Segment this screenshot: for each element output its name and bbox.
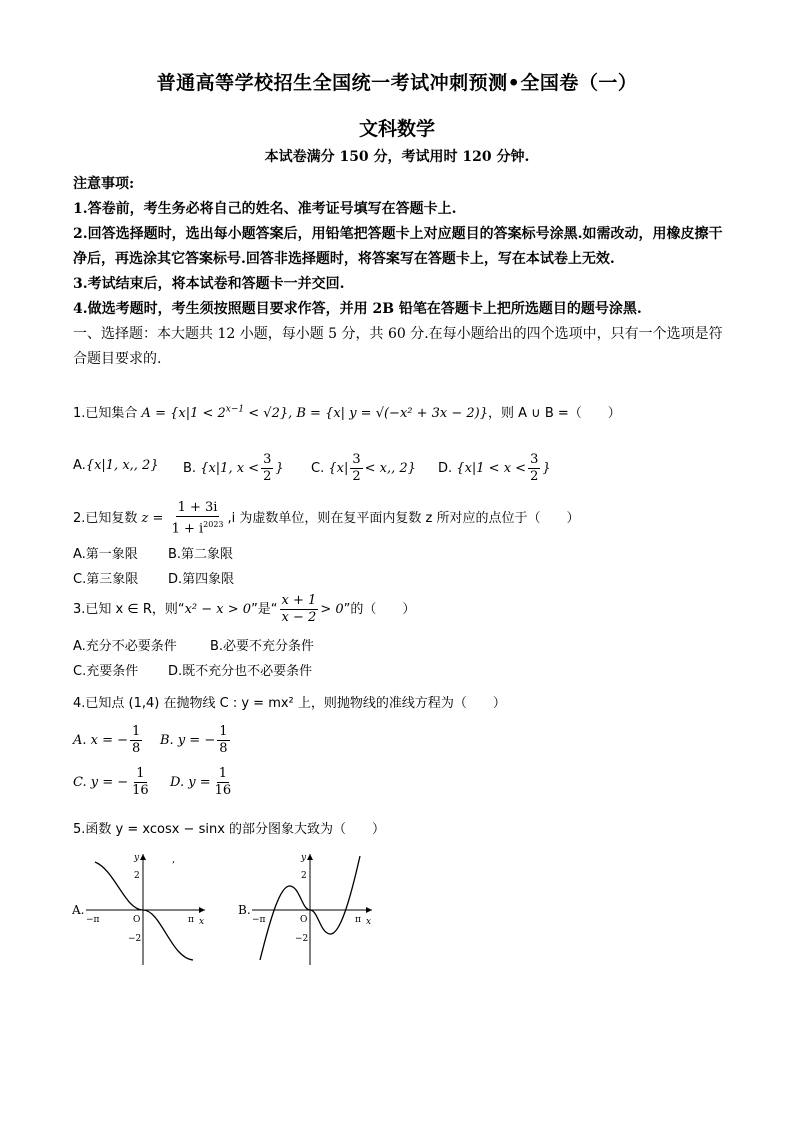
q1-set-a-end: < √2} [244,406,289,421]
q3-condition-1: x² − x > 0 [184,602,252,617]
y-axis-arrow [140,854,146,860]
tick-label: 2 [301,871,307,881]
fraction-numerator: 1 + 3i [177,500,218,515]
q3-option-d[interactable]: D.既不充分也不必要条件 [168,664,313,679]
fraction-denominator: 8 [219,741,228,756]
fraction-denominator: 16 [214,783,232,798]
option-letter: B. [183,461,197,476]
question-2 [73,500,579,537]
option-text: D. y = [170,775,211,790]
option-text: < x,, 2} [364,461,416,476]
y-axis-label: y [301,853,307,863]
notes-heading: 注意事项: [73,176,135,192]
question-3 [73,593,415,626]
q3-suffix: ”的（ ） [343,602,416,617]
option-text: {x|1, x,, 2} [85,458,159,473]
question-1 [73,402,621,421]
x-axis-arrow [199,907,205,913]
exam-info: 本试卷满分 150 分，考试用时 120 分钟. [264,149,530,165]
x-axis-label: x [199,917,205,927]
q3-option-a[interactable]: A.充分不必要条件 [73,639,177,654]
exponent: 2023 [203,520,224,529]
question-4: 4.已知点 (1,4) 在抛物线 C : y = mx² 上，则抛物线的准线方程为（ ） [73,696,506,711]
q4-option-c[interactable] [73,766,153,799]
q4-option-b[interactable] [160,724,232,757]
tick-label: π [188,915,194,925]
x-axis-label: x [366,917,372,927]
q3-connector: ”是“ [251,602,278,617]
fraction-numerator: 3 [263,452,272,467]
option-text: B. y = − [160,733,216,748]
option-letter: D. [438,461,453,476]
subject-title: 文科数学 [358,118,435,140]
q1-option-c[interactable] [311,452,416,485]
tick-label: −π [252,915,266,925]
option-text: {x|1 < x < [456,461,527,476]
fraction-denominator: 2 [530,469,539,484]
fraction-denominator: 1 + i [171,521,204,537]
q1-exponent: x−1 [225,404,245,415]
tick-label: −π [86,915,100,925]
q3-option-b[interactable]: B.必要不充分条件 [210,639,315,654]
fraction-numerator: 1 [219,724,228,739]
fraction-denominator: 2 [352,469,361,484]
q1-prefix: 1.已知集合 [73,406,138,421]
tick-label: 2 [134,871,140,881]
q1-suffix: ，则 A ∪ B =（ ） [488,406,621,421]
q1-set-b: , B = {x| y = √(−x² + 3x − 2)} [288,406,489,421]
q2-suffix: ,i 为虚数单位，则在复平面内复数 z 所对应的点位于（ ） [227,511,580,527]
fraction-numerator: 1 [218,766,227,781]
q3-prefix: 3.已知 x ∈ R，则“ [73,602,185,617]
option-text: } [542,461,551,476]
q1-option-b[interactable] [183,452,284,485]
graph-label: A. [72,903,85,917]
function-curve [95,862,193,960]
fraction-numerator: 1 [136,766,145,781]
q2-option-a[interactable]: A.第一象限 [73,547,138,562]
note-item: 3.考试结束后，将本试卷和答题卡一并交回. [73,276,345,292]
y-axis-label: y [134,853,140,863]
section-heading: 一、选择题：本大题共 12 小题，每小题 5 分，共 60 分.在每小题给出的四个选项中，只有一个选项是符合题目要求的. [73,326,723,367]
q5-graphs [0,840,794,1000]
q1-set-a: A = {x|1 < 2 [141,406,226,421]
q4-option-d[interactable] [170,766,235,799]
option-text: {x| [328,461,349,476]
option-text: A. x = − [73,733,129,748]
q2-option-b[interactable]: B.第二象限 [168,547,234,562]
fraction-numerator: x + 1 [281,593,317,608]
q2-variable: z = [141,511,164,527]
stray-mark: , [172,854,176,865]
option-letter: A. [73,458,86,473]
note-item: 1.答卷前，考生务必将自己的姓名、准考证号填写在答题卡上. [73,201,457,217]
fraction-denominator: x − 2 [281,610,317,625]
origin-label: O [300,915,308,925]
option-letter: C. [311,461,325,476]
page-title: 普通高等学校招生全国统一考试冲刺预测•全国卷（一） [156,72,638,94]
q5-graph-a[interactable] [71,853,205,965]
q1-option-a[interactable] [73,458,159,473]
question-5: 5.函数 y = xcosx − sinx 的部分图象大致为（ ） [73,822,386,837]
q3-condition-2: > 0 [320,602,344,617]
note-item: 4.做选考题时，考生须按照题目要求作答，并用 2B 铅笔在答题卡上把所选题目的题号涂黑. [73,301,642,317]
origin-label: O [133,915,141,925]
tick-label: −2 [295,934,309,944]
fraction-numerator: 1 [132,724,141,739]
x-axis-arrow [366,907,372,913]
option-text: } [275,461,284,476]
q2-option-d[interactable]: D.第四象限 [168,572,235,587]
note-item: 2.回答选择题时，选出每小题答案后，用铅笔把答题卡上对应题目的答案标号涂黑.如需改动，用橡皮擦干净后，再选涂其它答案标号.回答非选择题时，将答案写在答题卡上，写在本试卷上无效. [73,226,723,267]
notes-section [73,172,723,372]
q2-prefix: 2.已知复数 [73,511,138,527]
tick-label: π [355,915,361,925]
fraction-numerator: 3 [352,452,361,467]
q4-option-a[interactable] [73,724,144,757]
q3-option-c[interactable]: C.充要条件 [73,664,139,679]
fraction-denominator: 2 [263,469,272,484]
tick-label: −2 [128,934,142,944]
fraction-denominator: 8 [132,741,141,756]
fraction-denominator: 16 [132,783,149,798]
option-text: {x|1, x < [200,461,260,476]
q2-option-c[interactable]: C.第三象限 [73,572,139,587]
q5-graph-b[interactable] [238,853,372,965]
graph-label: B. [238,903,251,917]
fraction-numerator: 3 [530,452,539,467]
option-text: C. y = − [73,775,129,790]
y-axis-arrow [307,854,313,860]
q1-option-d[interactable] [438,452,551,485]
